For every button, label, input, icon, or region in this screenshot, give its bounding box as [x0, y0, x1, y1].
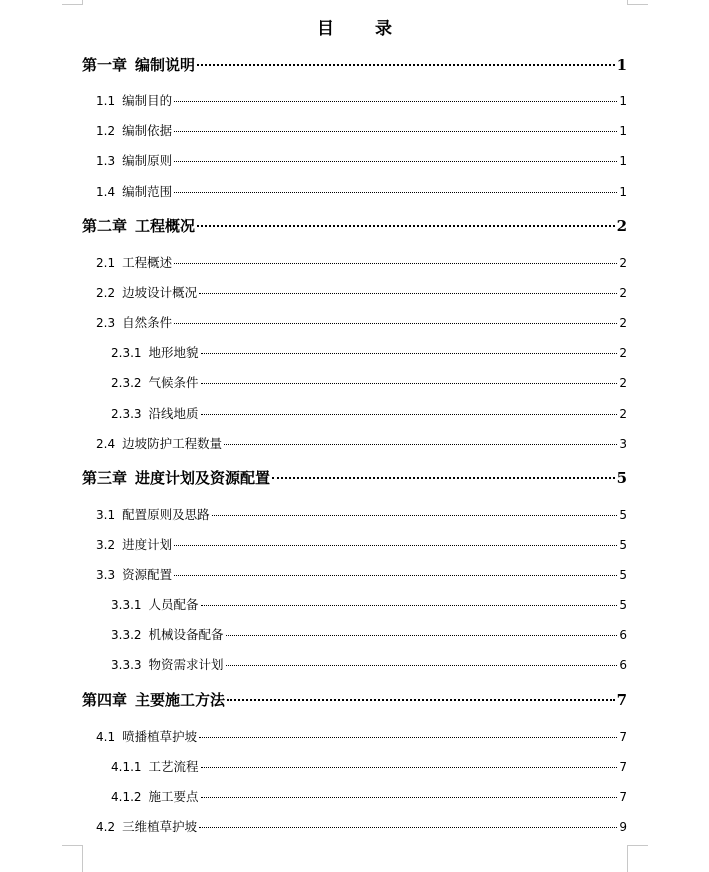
toc-dot-leader	[199, 293, 617, 294]
toc-dot-leader	[226, 665, 618, 666]
toc-dot-leader	[174, 263, 617, 264]
toc-entry-page-number: 1	[619, 124, 627, 138]
toc-entry-page-number: 7	[616, 691, 627, 709]
toc-dot-leader	[226, 635, 618, 636]
toc-dot-leader	[199, 827, 617, 828]
toc-entry-number: 2.3.2	[111, 376, 142, 390]
toc-dot-leader	[227, 699, 615, 701]
page-corner-mark-bottom-right	[627, 845, 648, 872]
toc-entry-title: 进度计划	[122, 537, 173, 552]
toc-entry-number: 第三章	[82, 469, 128, 487]
toc-entry-title: 编制原则	[122, 153, 173, 168]
toc-entry-page-number: 5	[619, 598, 627, 612]
toc-entry-title: 编制依据	[122, 123, 173, 138]
toc-entry-number: 1.3	[96, 154, 116, 168]
toc-entry-title: 地形地貌	[148, 345, 199, 360]
toc-entry-number: 1.2	[96, 124, 116, 138]
toc-entry[interactable]	[111, 787, 627, 805]
toc-entry-page-number: 6	[619, 628, 627, 642]
page-corner-mark-top-right	[627, 0, 648, 5]
toc-entry[interactable]	[111, 757, 627, 775]
toc-entry-page-number: 5	[619, 508, 627, 522]
toc-entry-page-number: 5	[619, 568, 627, 582]
toc-entry-page-number: 2	[619, 286, 627, 300]
toc-dot-leader	[201, 605, 618, 606]
toc-entry-number: 4.2	[96, 820, 116, 834]
toc-entry-title: 资源配置	[122, 567, 173, 582]
toc-entry[interactable]	[96, 727, 627, 745]
toc-entry-page-number: 7	[619, 730, 627, 744]
toc-dot-leader	[201, 414, 618, 415]
toc-dot-leader	[174, 545, 617, 546]
toc-entry[interactable]	[96, 313, 627, 331]
toc-entry[interactable]	[111, 373, 627, 391]
toc-entry[interactable]	[96, 565, 627, 583]
toc-dot-leader	[201, 767, 618, 768]
toc-entry[interactable]	[96, 434, 627, 452]
toc-entry-page-number: 1	[619, 154, 627, 168]
toc-entry-title: 机械设备配备	[148, 627, 224, 642]
toc-dot-leader	[201, 383, 618, 384]
toc-entry-number: 3.2	[96, 538, 116, 552]
toc-entry-page-number: 1	[619, 94, 627, 108]
toc-title: 目 录	[317, 19, 404, 39]
toc-dot-leader	[224, 444, 617, 445]
toc-entry[interactable]	[111, 595, 627, 613]
toc-entry-page-number: 1	[616, 56, 627, 74]
toc-entry-number: 1.1	[96, 94, 116, 108]
toc-dot-leader	[174, 161, 617, 162]
toc-dot-leader	[197, 225, 615, 227]
toc-dot-leader	[174, 323, 617, 324]
toc-entry-page-number: 3	[619, 437, 627, 451]
toc-entry-title: 主要施工方法	[135, 691, 226, 709]
toc-entry-number: 3.3.1	[111, 598, 142, 612]
toc-dot-leader	[197, 64, 615, 66]
toc-entry[interactable]	[96, 91, 627, 109]
toc-dot-leader	[174, 131, 617, 132]
toc-dot-leader	[201, 353, 618, 354]
toc-entry-title: 编制范围	[122, 184, 173, 199]
toc-entry[interactable]	[96, 121, 627, 139]
toc-entry-number: 4.1.1	[111, 760, 142, 774]
toc-entry-title: 气候条件	[148, 375, 199, 390]
toc-entry-number: 4.1.2	[111, 790, 142, 804]
toc-entry-number: 3.1	[96, 508, 116, 522]
toc-entry[interactable]	[96, 151, 627, 169]
page-corner-mark-bottom-left	[62, 845, 83, 872]
toc-entry[interactable]	[96, 253, 627, 271]
toc-entry-page-number: 5	[619, 538, 627, 552]
toc-dot-leader	[212, 515, 618, 516]
toc-dot-leader	[174, 101, 617, 102]
toc-entry-number: 2.3.3	[111, 407, 142, 421]
toc-entry-number: 3.3.3	[111, 658, 142, 672]
toc-entry-title: 工程概况	[135, 217, 196, 235]
toc-entry[interactable]	[82, 467, 627, 488]
toc-entry[interactable]	[111, 625, 627, 643]
toc-entry-page-number: 2	[619, 256, 627, 270]
toc-entry-title: 人员配备	[148, 597, 199, 612]
toc-entry-title: 工程概述	[122, 255, 173, 270]
toc-entry-title: 编制目的	[122, 93, 173, 108]
toc-entry-number: 2.3	[96, 316, 116, 330]
toc-entry[interactable]	[96, 535, 627, 553]
toc-entry[interactable]	[96, 283, 627, 301]
toc-entry-page-number: 1	[619, 185, 627, 199]
toc-dot-leader	[201, 797, 618, 798]
toc-entry-number: 2.3.1	[111, 346, 142, 360]
toc-dot-leader	[174, 192, 617, 193]
toc-entry-number: 4.1	[96, 730, 116, 744]
toc-entry-title: 喷播植草护坡	[122, 729, 198, 744]
toc-entry-number: 第四章	[82, 691, 128, 709]
toc-entry[interactable]	[111, 404, 627, 422]
toc-entry-number: 3.3.2	[111, 628, 142, 642]
toc-entry-title: 工艺流程	[148, 759, 199, 774]
toc-entry-title: 配置原则及思路	[122, 507, 210, 522]
toc-entry-page-number: 2	[619, 316, 627, 330]
toc-dot-leader	[199, 737, 617, 738]
toc-entry[interactable]	[111, 343, 627, 361]
toc-entry-page-number: 9	[619, 820, 627, 834]
toc-entry[interactable]	[82, 689, 627, 710]
toc-entry-number: 2.1	[96, 256, 116, 270]
toc-entry-number: 第二章	[82, 217, 128, 235]
toc-entry-title: 进度计划及资源配置	[135, 469, 271, 487]
toc-entry-page-number: 7	[619, 760, 627, 774]
toc-entry-number: 2.4	[96, 437, 116, 451]
toc-entry-title: 边坡防护工程数量	[122, 436, 223, 451]
toc-entry-title: 物资需求计划	[148, 657, 224, 672]
toc-dot-leader	[272, 477, 615, 479]
toc-entry[interactable]	[82, 215, 627, 236]
toc-entry-page-number: 2	[619, 376, 627, 390]
toc-entry-title: 自然条件	[122, 315, 173, 330]
toc-entry-page-number: 7	[619, 790, 627, 804]
toc-entry-title: 编制说明	[135, 56, 196, 74]
toc-entry-number: 3.3	[96, 568, 116, 582]
toc-entry-number: 1.4	[96, 185, 116, 199]
page-corner-mark-top-left	[62, 0, 83, 5]
toc-entry[interactable]	[96, 182, 627, 200]
toc-entry-page-number: 2	[619, 346, 627, 360]
toc-entry-title: 沿线地质	[148, 406, 199, 421]
toc-entry-number: 2.2	[96, 286, 116, 300]
toc-entry[interactable]	[96, 817, 627, 835]
toc-entry[interactable]	[111, 655, 627, 673]
toc-entry[interactable]	[96, 505, 627, 523]
toc-entry-number: 第一章	[82, 56, 128, 74]
toc-dot-leader	[174, 575, 617, 576]
toc-entry-title: 施工要点	[148, 789, 199, 804]
toc-entry-title: 三维植草护坡	[122, 819, 198, 834]
toc-entry[interactable]	[82, 54, 627, 75]
toc-entry-page-number: 2	[619, 407, 627, 421]
toc-entry-page-number: 5	[616, 469, 627, 487]
toc-entry-page-number: 2	[616, 217, 627, 235]
toc-entry-page-number: 6	[619, 658, 627, 672]
toc-entry-title: 边坡设计概况	[122, 285, 198, 300]
